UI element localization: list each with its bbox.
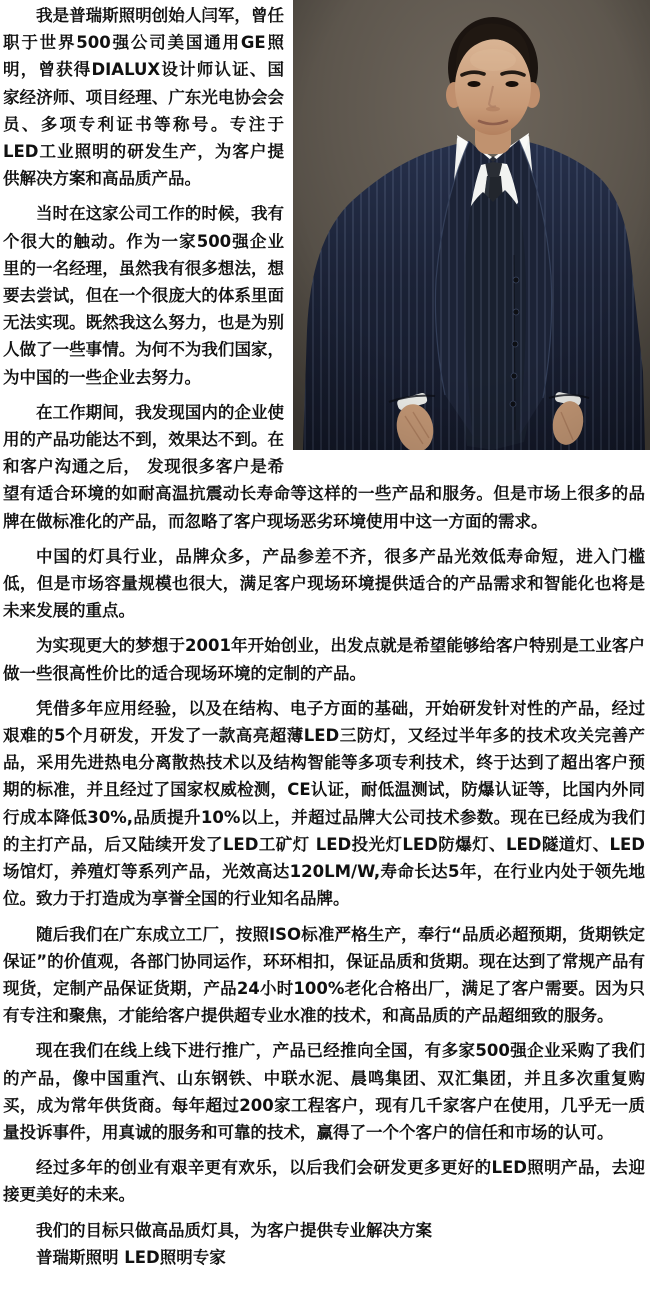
founder-portrait [293, 0, 650, 450]
founder-portrait-image [293, 0, 650, 450]
article-paragraph: 我们的目标只做高品质灯具，为客户提供专业解决方案 [36, 1220, 432, 1240]
article-paragraph: 在工作期间，我发现国内的企业使用的产品功能达不到，效果达不到。在和客户沟通之后， 发现很多客户是希望有适合环境的如耐高温抗震动长寿命等这样的一些产品和服务。但是市场上很多的品牌在做标准化的产品，而忽略了客户现场恶劣环境使用中这一方面的需求。 [3, 402, 645, 531]
article-paragraph: 为实现更大的梦想于2001年开始创业，出发点就是希望能够给客户特别是工业客户做一些很高性价比的适合现场环境的定制的产品。 [3, 636, 645, 683]
article-paragraph: 现在我们在线上线下进行推广，产品已经推向全国，有多家500强企业采购了我们的产品，像中国重汽、山东钢铁、中联水泥、晨鸣集团、双汇集团，并且多次重复购买，成为常年供货商。每年超过200家工程客户，现有几千家客户在使用，几乎无一质量投诉事件，用真诚的服务和可靠的技术，赢得了一个个客户的信任和市场的认可。 [3, 1041, 645, 1142]
article-paragraph: 经过多年的创业有艰辛更有欢乐，以后我们会研发更多更好的LED照明产品，去迎接更美好的未来。 [3, 1158, 645, 1205]
article-paragraph: 随后我们在广东成立工厂，按照ISO标准严格生产，奉行“品质必超预期，货期铁定保证”的价值观，各部门协同运作，环环相扣，保证品质和货期。现在达到了常规产品有现货，定制产品保证货期，产品24小时100%老化合格出厂，满足了客户需要。因为只有专注和聚焦，才能给客户提供超专业水准的技术，和高品质的产品超细致的服务。 [3, 924, 645, 1026]
article-paragraph: 当时在这家公司工作的时候，我有个很大的触动。作为一家500强企业里的一名经理，虽然我有很多想法，想要去尝试，但在一个很庞大的体系里面无法实现。既然我这么努力，也是为别人做了一些事情。为何不为我们国家，为中国的一些企业去努力。 [3, 204, 284, 387]
article-paragraph: 我是普瑞斯照明创始人闫军，曾任职于世界500强公司美国通用GE照明，曾获得DIALUX设计师认证、国家经济师、项目经理、广东光电协会会员、多项专利证书等称号。专注于LED工业照明的研发生产，为客户提供解决方案和高品质产品。 [3, 6, 284, 189]
article-paragraph: 普瑞斯照明 LED照明专家 [36, 1247, 226, 1267]
article-paragraph: 中国的灯具行业，品牌众多，产品参差不齐，很多产品光效低寿命短，进入门槛低，但是市场容量规模也很大，满足客户现场环境提供适合的产品需求和智能化也将是未来发展的重点。 [3, 546, 645, 621]
article-paragraph: 凭借多年应用经验，以及在结构、电子方面的基础，开始研发针对性的产品，经过艰难的5个月研发，开发了一款高亮超薄LED三防灯，又经过半年多的技术攻关完善产品，采用先进热电分离散热技术以及结构智能等多项专利技术，终于达到了超出客户预期的标准，并且经过了国家权威检测，CE认证，耐低温测试，防爆认证等，比国内外同行成本降低30%,品质提升10%以上，并超过品牌大公司技术参数。现在已经成为我们的主打产品，后又陆续开发了LED工矿灯 LED投光灯LED防爆灯、LED隧道灯、LED场馆灯，养殖灯等系列产品，光效高达120LM/W,寿命长达5年，在行业内处于领先地位。致力于打造成为享誉全国的行业知名品牌。 [3, 698, 645, 909]
